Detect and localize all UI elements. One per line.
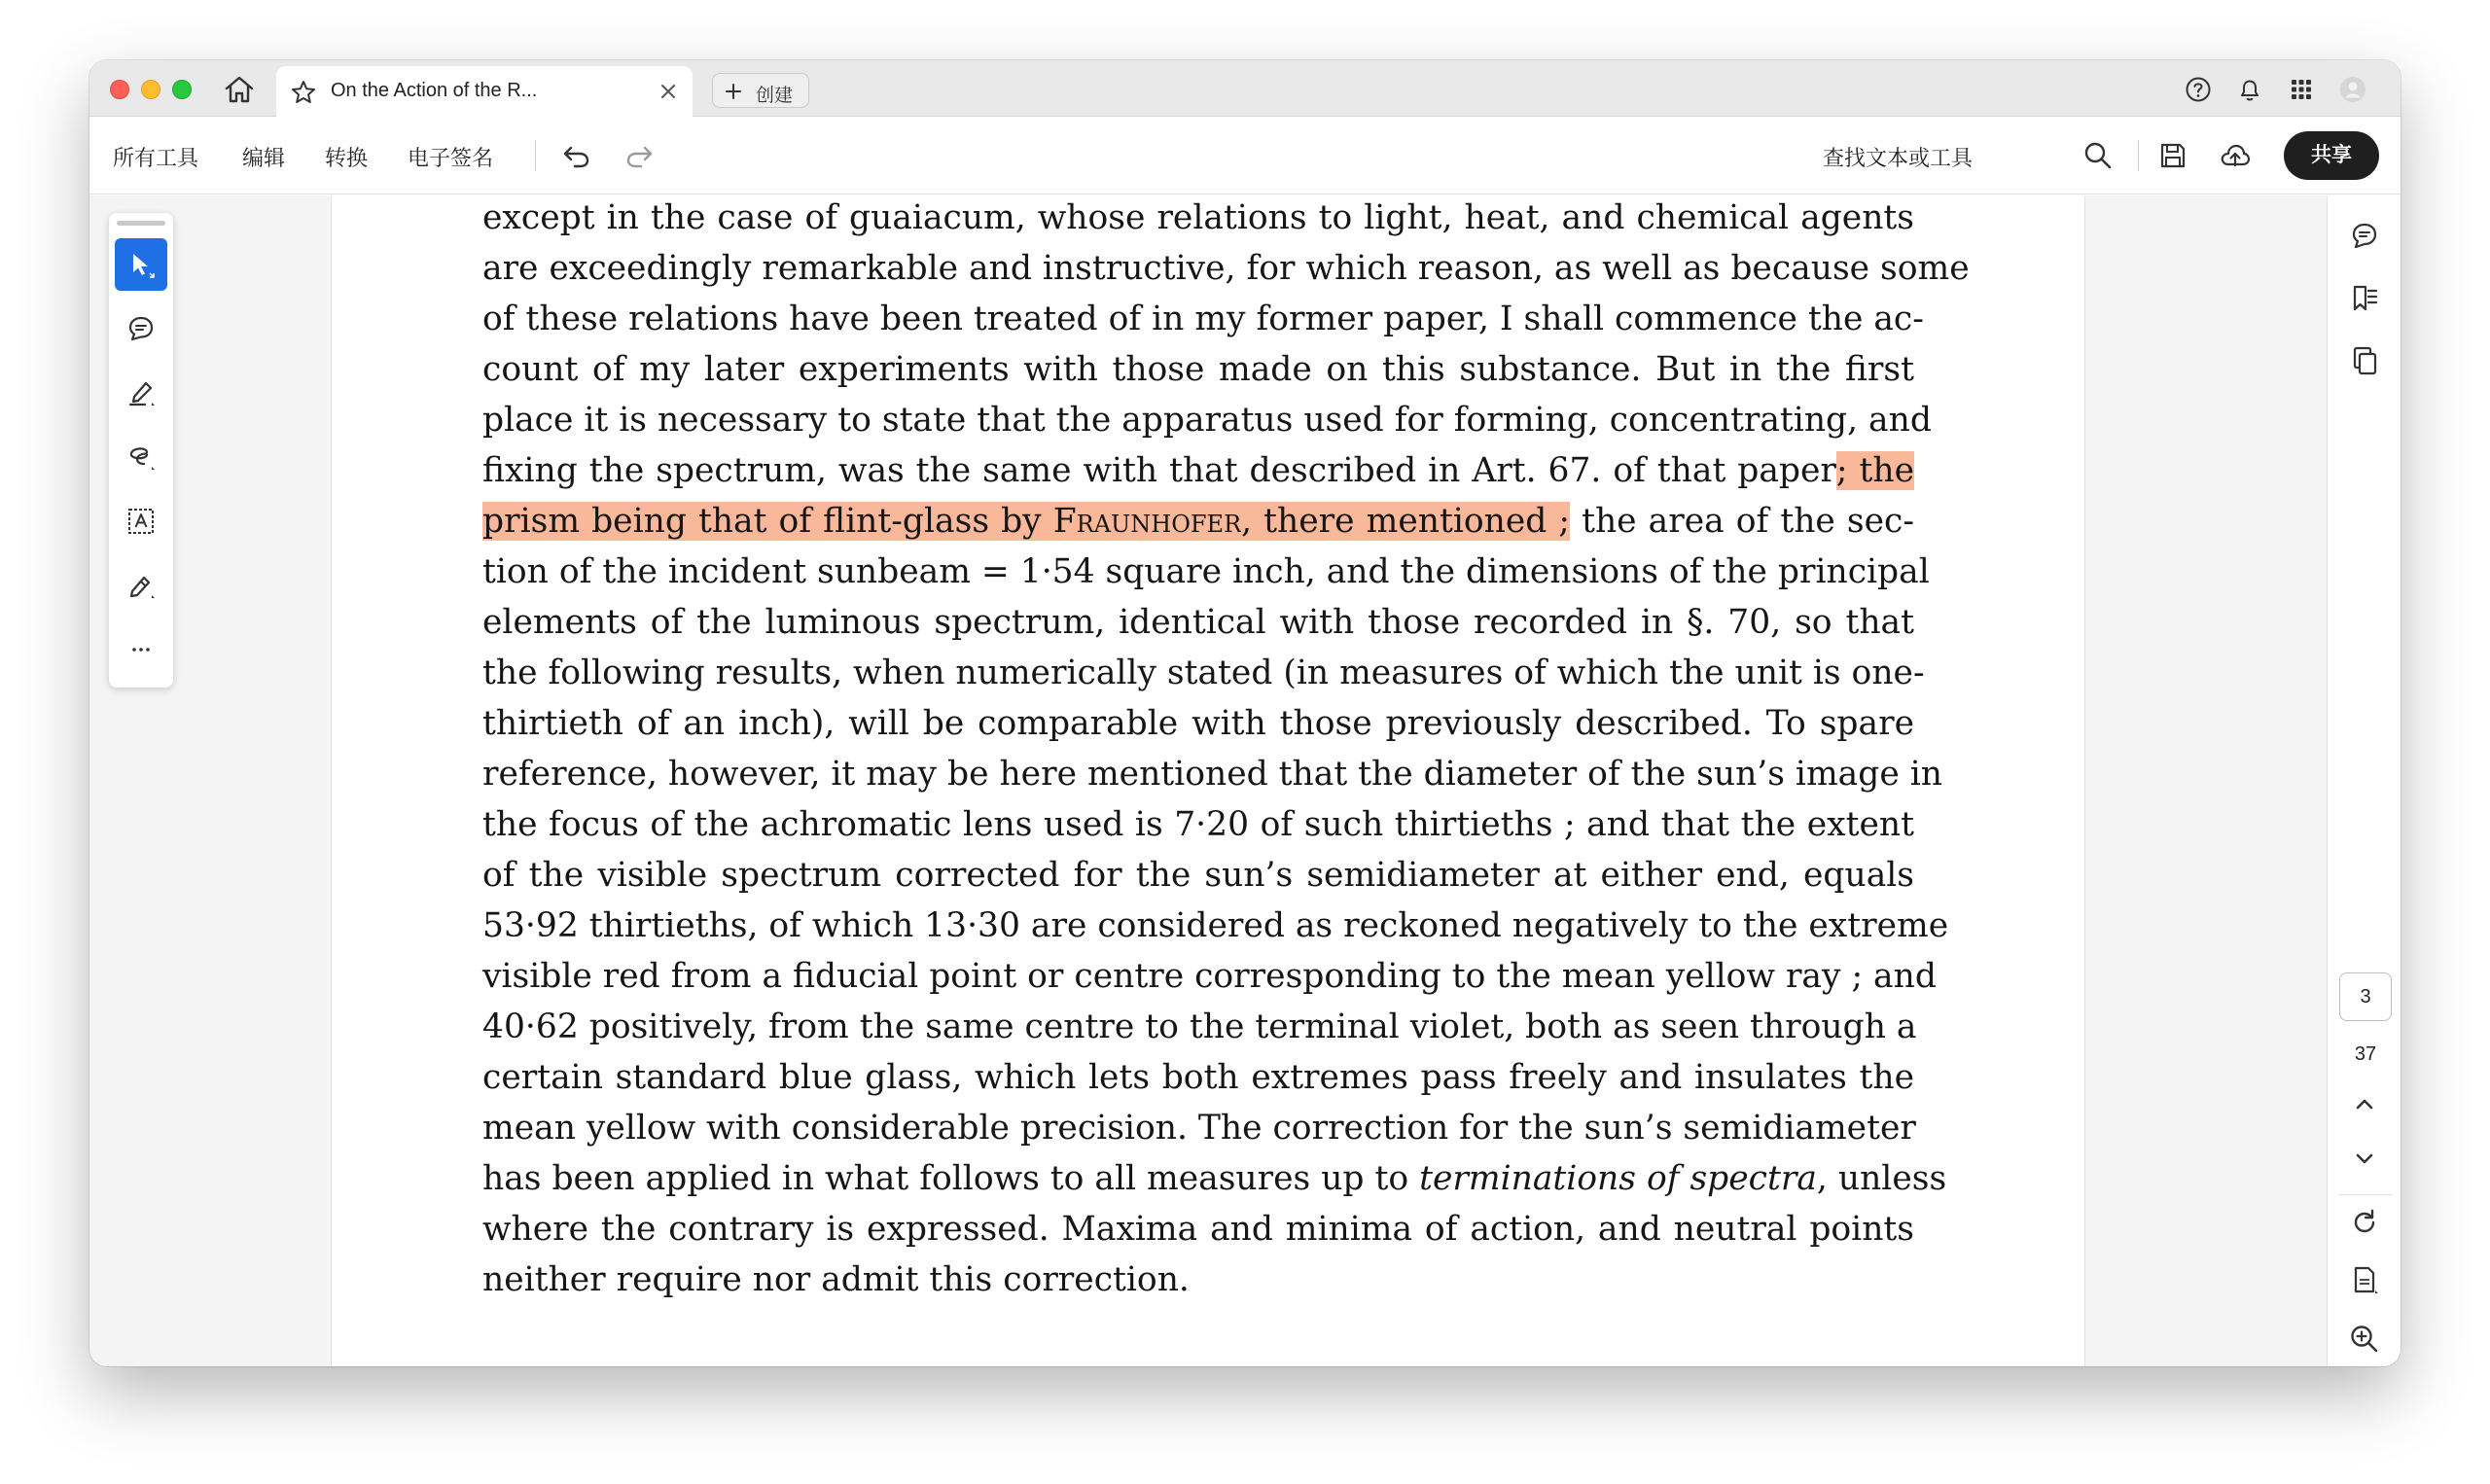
text-line[interactable]: [482, 1002, 1917, 1052]
tab-title: On the Action of the R...: [331, 80, 538, 101]
toolbar-divider: [535, 140, 536, 171]
document-tab[interactable]: [276, 66, 693, 117]
app-window: [89, 60, 2401, 1366]
highlighted-text[interactable]: , there mentioned ;: [1241, 502, 1571, 541]
highlighted-text[interactable]: Fraunhofer: [1052, 502, 1242, 541]
refresh-icon[interactable]: [2348, 1206, 2381, 1239]
menu-edit[interactable]: 编辑: [242, 146, 286, 170]
text-run[interactable]: 53·92 thirtieths, of which 13·30 are considered as reckoned negatively to the extreme: [482, 906, 1949, 945]
text-line[interactable]: [482, 749, 1942, 799]
highlighter-icon: [125, 377, 157, 408]
text-line[interactable]: [482, 901, 1949, 951]
text-line[interactable]: [482, 1153, 1947, 1204]
text-line[interactable]: [482, 1052, 1914, 1103]
text-run[interactable]: thirtieth of an inch), will be comparable with those previously described. To spare: [482, 704, 1914, 743]
page-fit-icon[interactable]: [2348, 1264, 2381, 1297]
quick-tools-panel: [109, 213, 173, 688]
more-tools-button[interactable]: [115, 623, 167, 676]
bookmarks-icon[interactable]: [2348, 282, 2381, 315]
text-line[interactable]: [482, 195, 1914, 243]
text-run[interactable]: are exceedingly remarkable and instructive, for which reason, as well as because some: [482, 249, 1970, 288]
text-line[interactable]: [482, 698, 1914, 749]
plus-icon: [725, 83, 742, 100]
panel-drag-handle[interactable]: [117, 221, 165, 226]
toolbar-divider: [2138, 140, 2139, 171]
right-rail: [2327, 195, 2401, 1366]
highlighted-text[interactable]: ; the: [1835, 451, 1914, 490]
main-toolbar: [89, 117, 2401, 194]
sign-tool-button[interactable]: [115, 559, 167, 612]
chevron-down-icon[interactable]: [2348, 1143, 2381, 1176]
total-pages-label: 37: [2354, 1043, 2377, 1065]
highlight-tool-button[interactable]: [115, 367, 167, 419]
search-icon[interactable]: [2081, 139, 2115, 172]
text-line[interactable]: [482, 496, 1914, 547]
text-run[interactable]: except in the case of guaiacum, whose relations to light, heat, and chemical agents: [482, 198, 1914, 237]
text-line[interactable]: [482, 344, 1914, 395]
text-run[interactable]: where the contrary is expressed. Maxima and minima of action, and neutral points: [482, 1210, 1914, 1249]
text-run[interactable]: neither require nor admit this correction.: [482, 1260, 1190, 1299]
zoom-in-icon[interactable]: [2348, 1323, 2381, 1356]
undo-icon[interactable]: [560, 139, 593, 172]
draw-tool-button[interactable]: [115, 431, 167, 483]
text-run[interactable]: has been applied in what follows to all measures up to: [482, 1159, 1420, 1198]
find-text-or-tools-label[interactable]: 查找文本或工具: [1823, 146, 1974, 170]
text-run[interactable]: the following results, when numerically stated (in measures of which the unit is one-: [482, 654, 1925, 692]
page-text[interactable]: [482, 195, 1970, 1305]
sign-pen-icon: [125, 570, 157, 601]
text-run[interactable]: certain standard blue glass, which lets both extremes pass freely and insulates the: [482, 1058, 1914, 1097]
text-run[interactable]: visible red from a fiducial point or centre corresponding to the mean yellow ray ; and: [482, 957, 1937, 996]
text-line[interactable]: [482, 1204, 1914, 1254]
select-tool-button[interactable]: [115, 238, 167, 291]
text-run[interactable]: , unless: [1816, 1159, 1947, 1198]
text-select-tool-button[interactable]: [115, 495, 167, 548]
close-window-button[interactable]: [110, 80, 129, 99]
draw-freeform-icon: [125, 442, 157, 473]
comment-icon: [125, 313, 157, 344]
minimize-window-button[interactable]: [141, 80, 160, 99]
document-viewport[interactable]: [89, 195, 2401, 1366]
menu-convert[interactable]: 转换: [325, 146, 369, 170]
redo-icon[interactable]: [622, 139, 656, 172]
avatar-icon[interactable]: [2338, 75, 2367, 104]
bell-icon[interactable]: [2235, 75, 2264, 104]
text-run[interactable]: mean yellow with considerable precision. The correction for the sun’s semidiameter: [482, 1109, 1916, 1148]
text-line[interactable]: [482, 445, 1914, 496]
menu-all-tools[interactable]: 所有工具: [113, 146, 199, 170]
text-line[interactable]: [482, 1103, 1914, 1153]
comment-tool-button[interactable]: [115, 302, 167, 355]
text-run[interactable]: the focus of the achromatic lens used is 7·20 of such thirtieths ; and that the extent: [482, 805, 1914, 844]
home-icon[interactable]: [222, 72, 257, 107]
close-icon[interactable]: [659, 83, 677, 100]
text-run[interactable]: 40·62 positively, from the same centre to the terminal violet, both as seen through a: [482, 1007, 1917, 1046]
text-line[interactable]: [482, 243, 1970, 294]
select-cursor-icon: [125, 249, 157, 280]
save-icon[interactable]: [2156, 139, 2189, 172]
text-run[interactable]: of the visible spectrum corrected for the sun’s semidiameter at either end, equals: [482, 856, 1914, 895]
text-run[interactable]: of these relations have been treated of in my former paper, I shall commence the ac-: [482, 300, 1924, 338]
text-line[interactable]: [482, 547, 1930, 597]
current-page-input[interactable]: 3: [2339, 972, 2392, 1021]
star-icon[interactable]: [290, 79, 317, 106]
more-icon: [125, 634, 157, 665]
share-button[interactable]: 共享: [2284, 131, 2379, 180]
highlighted-text[interactable]: prism being that of flint-glass by: [482, 502, 1053, 541]
help-icon[interactable]: [2184, 75, 2213, 104]
text-line[interactable]: [482, 294, 1924, 344]
pdf-page[interactable]: [331, 195, 2085, 1366]
text-line[interactable]: [482, 648, 1925, 698]
comments-panel-icon[interactable]: [2348, 220, 2381, 253]
upload-icon[interactable]: [2219, 139, 2252, 172]
text-run[interactable]: reference, however, it may be here mentioned that the diameter of the sun’s image in: [482, 755, 1942, 794]
text-run[interactable]: terminations of spectra: [1419, 1159, 1817, 1198]
menu-e-sign[interactable]: 电子签名: [408, 146, 494, 170]
text-select-icon: [125, 506, 157, 537]
title-bar: [89, 60, 2401, 117]
text-line[interactable]: [482, 850, 1914, 901]
rail-divider: [2339, 1194, 2392, 1195]
text-line[interactable]: [482, 1254, 1914, 1305]
text-line[interactable]: [482, 597, 1914, 648]
text-line[interactable]: [482, 395, 1932, 445]
text-run[interactable]: count of my later experiments with those made on this substance. But in the first: [482, 350, 1914, 389]
text-run[interactable]: the area of the sec-: [1570, 502, 1915, 541]
text-run[interactable]: fixing the spectrum, was the same with that described in Art. 67. of that paper: [482, 451, 1836, 490]
text-run[interactable]: elements of the luminous spectrum, identical with those recorded in §. 70, so that: [482, 603, 1914, 642]
text-line[interactable]: [482, 951, 1937, 1002]
new-tab-button[interactable]: [712, 73, 809, 108]
text-line[interactable]: [482, 799, 1914, 850]
chevron-up-icon[interactable]: [2348, 1087, 2381, 1120]
text-run[interactable]: place it is necessary to state that the apparatus used for forming, concentrating, and: [482, 401, 1932, 440]
text-run[interactable]: tion of the incident sunbeam = 1·54 square inch, and the dimensions of the principal: [482, 552, 1930, 591]
pages-icon[interactable]: [2348, 344, 2381, 377]
apps-grid-icon[interactable]: [2287, 75, 2316, 104]
zoom-window-button[interactable]: [172, 80, 192, 99]
new-tab-label: 创建: [756, 86, 794, 106]
